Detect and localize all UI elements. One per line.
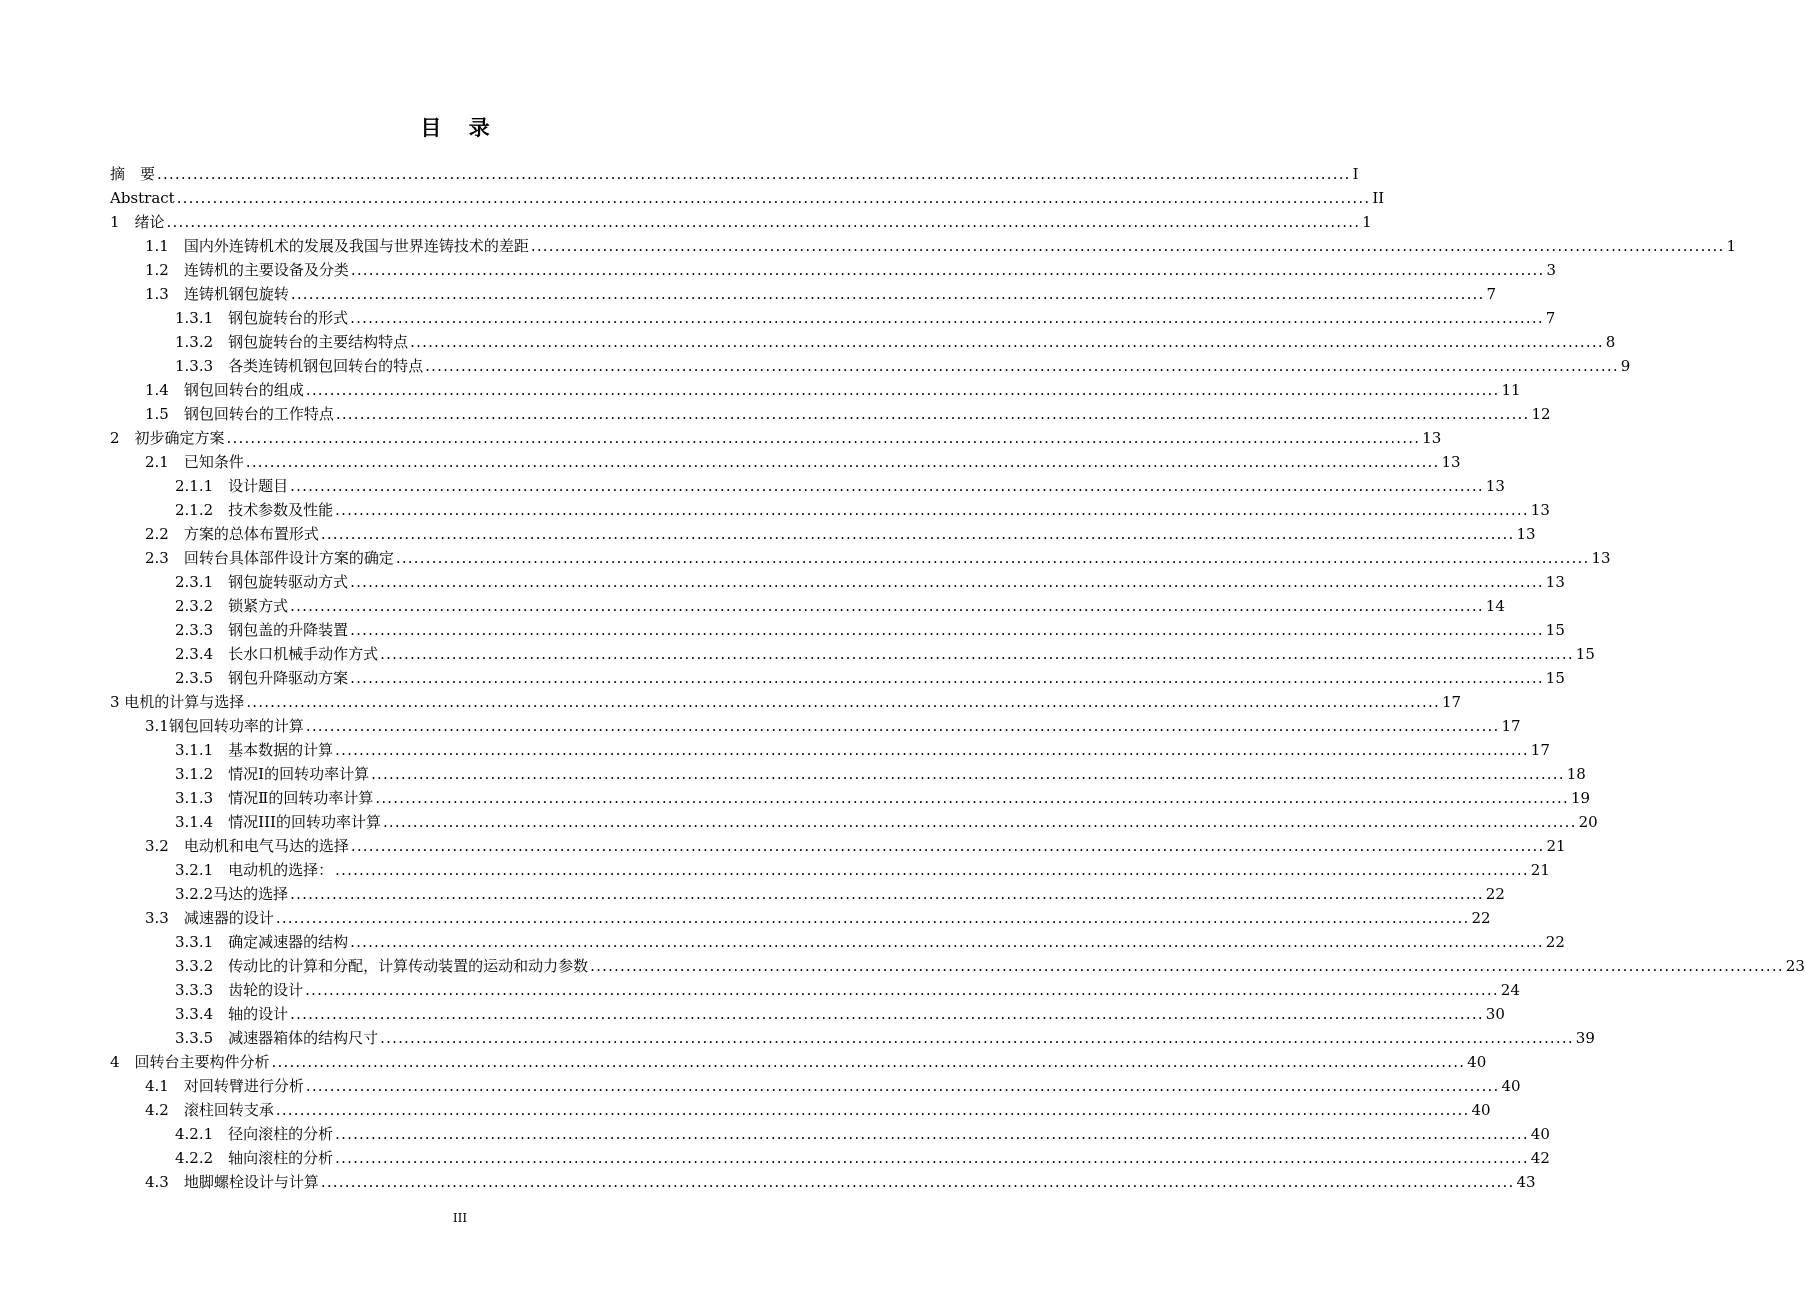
toc-entry-title: 3.3.4 轴的设计 [175, 1005, 289, 1023]
toc-entry-title: 3.2.1 电动机的选择： [175, 861, 334, 879]
toc-dot-leader: ........................................................................................................................................................................................................ [350, 621, 1544, 639]
toc-entry[interactable] [110, 210, 1372, 234]
toc-entry[interactable] [110, 954, 1805, 978]
toc-entry-page: 18 [1566, 765, 1586, 783]
toc-entry[interactable] [110, 282, 1497, 306]
toc-dot-leader: ........................................................................................................................................................................................................ [425, 357, 1619, 375]
toc-entry-page: 40 [1467, 1053, 1487, 1071]
toc-entry-page: 17 [1441, 693, 1462, 711]
toc-entry-page: 42 [1530, 1149, 1550, 1167]
toc-entry-title: 3.2 电动机和电气马达的选择 [145, 837, 349, 855]
toc-entry-page: I [1352, 165, 1359, 183]
toc-entry-title: 3.1.1 基本数据的计算 [175, 741, 334, 759]
toc-entry-title: 2.1 已知条件 [145, 453, 244, 471]
toc-entry[interactable] [110, 834, 1566, 858]
toc-entry-page: 17 [1501, 717, 1521, 735]
toc-entry-title: 2.1.1 设计题目 [175, 477, 289, 495]
toc-dot-leader: ........................................................................................................................................................................................................ [350, 573, 1544, 591]
toc-entry-title: 1.3.1 钢包旋转台的形式 [175, 309, 349, 327]
toc-entry[interactable] [110, 1050, 1487, 1074]
toc-entry-page: 13 [1485, 477, 1505, 495]
toc-entry-page: 11 [1501, 381, 1521, 399]
toc-entry-page: 20 [1578, 813, 1598, 831]
toc-entry-page: 21 [1530, 861, 1550, 879]
toc-entry-title: 2 初步确定方案 [110, 429, 225, 447]
toc-dot-leader: ........................................................................................................................................................................................................ [382, 813, 1577, 831]
toc-dot-leader: ........................................................................................................................................................................................................ [305, 717, 1500, 735]
toc-dot-leader: ........................................................................................................................................................................................................ [590, 957, 1784, 975]
toc-entry-page: 12 [1531, 405, 1551, 423]
toc-entry-title: 3.1钢包回转功率的计算 [145, 717, 304, 735]
toc-entry[interactable] [110, 1146, 1550, 1170]
toc-dot-leader: ........................................................................................................................................................................................................ [305, 381, 1500, 399]
toc-entry-title: 1.3.3 各类连铸机钢包回转台的特点 [175, 357, 424, 375]
toc-entry-title: 3.1.4 情况III的回转功率计算 [175, 813, 381, 831]
toc-entry-page: 13 [1530, 501, 1550, 519]
toc-entry-title: 1.5 钢包回转台的工作特点 [145, 405, 334, 423]
toc-entry[interactable] [110, 906, 1491, 930]
toc-entry[interactable] [110, 738, 1550, 762]
toc-entry[interactable] [110, 1074, 1521, 1098]
toc-entry-page: 24 [1500, 981, 1520, 999]
toc-dot-leader: ........................................................................................................................................................................................................ [275, 1101, 1470, 1119]
toc-entry-page: 17 [1530, 741, 1550, 759]
toc-entry[interactable] [110, 642, 1595, 666]
toc-dot-leader: ........................................................................................................................................................................................................ [290, 885, 1484, 903]
toc-entry[interactable] [110, 330, 1616, 354]
toc-entry-title: 1.3 连铸机钢包旋转 [145, 285, 289, 303]
toc-entry[interactable] [110, 1026, 1595, 1050]
toc-entry[interactable] [110, 930, 1565, 954]
toc-entry-title: 摘 要 [110, 165, 156, 183]
toc-dot-leader: ........................................................................................................................................................................................................ [335, 1125, 1529, 1143]
page-title: 目 录 [420, 116, 500, 140]
toc-entry-page: 8 [1605, 333, 1616, 351]
toc-dot-leader: ........................................................................................................................................................................................................ [350, 261, 1545, 279]
toc-entry[interactable] [110, 186, 1385, 210]
toc-entry-title: 2.3.1 钢包旋转驱动方式 [175, 573, 349, 591]
toc-entry-page: 7 [1545, 309, 1556, 327]
toc-dot-leader: ........................................................................................................................................................................................................ [335, 405, 1530, 423]
toc-entry-page: 40 [1471, 1101, 1491, 1119]
toc-entry-title: 1.3.2 钢包旋转台的主要结构特点 [175, 333, 409, 351]
toc-entry[interactable] [110, 378, 1521, 402]
toc-entry-page: 15 [1575, 645, 1595, 663]
toc-dot-leader: ........................................................................................................................................................................................................ [157, 165, 1351, 183]
toc-entry-page: 22 [1485, 885, 1505, 903]
toc-entry-page: 40 [1530, 1125, 1550, 1143]
toc-entry[interactable] [110, 1122, 1550, 1146]
toc-entry[interactable] [110, 858, 1550, 882]
toc-entry-title: 3.1.3 情况Ⅱ的回转功率计算 [175, 789, 374, 807]
toc-dot-leader: ........................................................................................................................................................................................................ [245, 453, 1440, 471]
table-of-contents [110, 162, 1805, 1194]
toc-dot-leader: ........................................................................................................................................................................................................ [350, 309, 1544, 327]
toc-entry-title: 2.3.3 钢包盖的升降装置 [175, 621, 349, 639]
toc-dot-leader: ........................................................................................................................................................................................................ [246, 693, 1440, 711]
toc-entry-title: 1 绪论 [110, 213, 165, 231]
toc-entry[interactable] [110, 546, 1611, 570]
toc-entry-page: 14 [1485, 597, 1505, 615]
toc-entry-title: 3.1.2 情况Ⅰ的回转功率计算 [175, 765, 370, 783]
toc-entry-title: 1.1 国内外连铸机术的发展及我国与世界连铸技术的差距 [145, 237, 529, 255]
toc-dot-leader: ........................................................................................................................................................................................................ [320, 1173, 1515, 1191]
toc-entry-title: 3 电机的计算与选择 [110, 693, 245, 711]
toc-entry[interactable] [110, 882, 1505, 906]
toc-entry-title: 3.3 减速器的设计 [145, 909, 274, 927]
toc-entry-page: 40 [1501, 1077, 1521, 1095]
toc-entry-page: 19 [1571, 789, 1591, 807]
toc-entry-title: 2.3.5 钢包升降驱动方案 [175, 669, 349, 687]
toc-entry-page: 30 [1485, 1005, 1505, 1023]
toc-entry-page: 1 [1726, 237, 1737, 255]
toc-entry[interactable] [110, 978, 1520, 1002]
toc-entry-page: 13 [1545, 573, 1565, 591]
toc-entry[interactable] [110, 522, 1536, 546]
toc-entry[interactable] [110, 258, 1557, 282]
toc-entry[interactable] [110, 474, 1505, 498]
toc-dot-leader: ........................................................................................................................................................................................................ [380, 1029, 1574, 1047]
toc-dot-leader: ........................................................................................................................................................................................................ [371, 765, 1565, 783]
toc-dot-leader: ........................................................................................................................................................................................................ [176, 189, 1371, 207]
toc-entry-title: Abstract [110, 189, 175, 207]
toc-entry-page: 15 [1545, 621, 1565, 639]
toc-entry-title: 3.3.1 确定减速器的结构 [175, 933, 349, 951]
toc-entry-title: 3.3.5 减速器箱体的结构尺寸 [175, 1029, 379, 1047]
toc-entry-title: 4.3 地脚螺栓设计与计算 [145, 1173, 319, 1191]
toc-entry[interactable] [110, 402, 1551, 426]
toc-entry-page: 1 [1362, 213, 1372, 231]
toc-entry-title: 3.2.2马达的选择 [175, 885, 289, 903]
toc-dot-leader: ........................................................................................................................................................................................................ [290, 1005, 1484, 1023]
toc-entry[interactable] [110, 810, 1598, 834]
toc-entry-title: 4.2.1 径向滚柱的分析 [175, 1125, 334, 1143]
toc-entry-title: 4 回转台主要构件分析 [110, 1053, 270, 1071]
toc-entry[interactable] [110, 234, 1737, 258]
toc-entry-page: 23 [1785, 957, 1805, 975]
toc-entry-page: 21 [1546, 837, 1566, 855]
toc-entry-title: 4.2 滚柱回转支承 [145, 1101, 274, 1119]
toc-dot-leader: ........................................................................................................................................................................................................ [380, 645, 1574, 663]
toc-dot-leader: ........................................................................................................................................................................................................ [335, 741, 1529, 759]
toc-entry-page: 13 [1422, 429, 1442, 447]
page-number: III [452, 1211, 468, 1225]
toc-entry-title: 1.4 钢包回转台的组成 [145, 381, 304, 399]
toc-entry-page: II [1372, 189, 1385, 207]
toc-entry[interactable] [110, 618, 1565, 642]
toc-entry[interactable] [110, 306, 1556, 330]
toc-entry[interactable] [110, 594, 1505, 618]
toc-dot-leader: ........................................................................................................................................................................................................ [290, 477, 1484, 495]
toc-dot-leader: ........................................................................................................................................................................................................ [290, 285, 1485, 303]
toc-entry[interactable] [110, 762, 1586, 786]
toc-dot-leader: ........................................................................................................................................................................................................ [305, 981, 1499, 999]
toc-entry-title: 3.3.3 齿轮的设计 [175, 981, 304, 999]
toc-entry-page: 39 [1575, 1029, 1595, 1047]
toc-entry-title: 2.3.4 长水口机械手动作方式 [175, 645, 379, 663]
toc-entry-page: 22 [1545, 933, 1565, 951]
toc-dot-leader: ........................................................................................................................................................................................................ [350, 837, 1545, 855]
toc-dot-leader: ........................................................................................................................................................................................................ [375, 789, 1569, 807]
toc-entry-page: 7 [1486, 285, 1497, 303]
toc-dot-leader: ........................................................................................................................................................................................................ [335, 1149, 1529, 1167]
toc-entry-title: 4.1 对回转臂进行分析 [145, 1077, 304, 1095]
toc-entry[interactable] [110, 450, 1461, 474]
toc-dot-leader: ........................................................................................................................................................................................................ [271, 1053, 1466, 1071]
toc-entry[interactable] [110, 162, 1359, 186]
toc-entry[interactable] [110, 690, 1462, 714]
toc-entry-title: 1.2 连铸机的主要设备及分类 [145, 261, 349, 279]
toc-entry[interactable] [110, 1002, 1505, 1026]
toc-entry-page: 22 [1471, 909, 1491, 927]
toc-dot-leader: ........................................................................................................................................................................................................ [335, 861, 1529, 879]
toc-dot-leader: ........................................................................................................................................................................................................ [395, 549, 1590, 567]
toc-entry[interactable] [110, 666, 1565, 690]
toc-dot-leader: ........................................................................................................................................................................................................ [166, 213, 1361, 231]
toc-dot-leader: ........................................................................................................................................................................................................ [275, 909, 1470, 927]
toc-entry-page: 43 [1516, 1173, 1536, 1191]
toc-entry-title: 2.3 回转台具体部件设计方案的确定 [145, 549, 394, 567]
toc-entry-page: 13 [1516, 525, 1536, 543]
toc-entry[interactable] [110, 354, 1631, 378]
toc-dot-leader: ........................................................................................................................................................................................................ [226, 429, 1421, 447]
toc-dot-leader: ........................................................................................................................................................................................................ [290, 597, 1484, 615]
toc-entry[interactable] [110, 714, 1521, 738]
toc-entry-page: 3 [1546, 261, 1557, 279]
toc-entry[interactable] [110, 498, 1550, 522]
toc-dot-leader: ........................................................................................................................................................................................................ [320, 525, 1515, 543]
toc-dot-leader: ........................................................................................................................................................................................................ [350, 669, 1544, 687]
toc-entry-page: 9 [1620, 357, 1631, 375]
toc-entry[interactable] [110, 570, 1565, 594]
toc-entry[interactable] [110, 1170, 1536, 1194]
toc-entry-title: 2.2 方案的总体布置形式 [145, 525, 319, 543]
toc-entry-title: 4.2.2 轴向滚柱的分析 [175, 1149, 334, 1167]
toc-dot-leader: ........................................................................................................................................................................................................ [350, 933, 1544, 951]
toc-dot-leader: ........................................................................................................................................................................................................ [305, 1077, 1500, 1095]
toc-entry[interactable] [110, 786, 1591, 810]
toc-entry-page: 13 [1441, 453, 1461, 471]
toc-entry-page: 13 [1591, 549, 1611, 567]
toc-entry-title: 2.1.2 技术参数及性能 [175, 501, 334, 519]
toc-dot-leader: ........................................................................................................................................................................................................ [530, 237, 1725, 255]
toc-entry-title: 3.3.2 传动比的计算和分配，计算传动装置的运动和动力参数 [175, 957, 589, 975]
toc-dot-leader: ........................................................................................................................................................................................................ [410, 333, 1604, 351]
toc-entry[interactable] [110, 426, 1442, 450]
toc-entry[interactable] [110, 1098, 1491, 1122]
toc-entry-title: 2.3.2 锁紧方式 [175, 597, 289, 615]
toc-entry-page: 15 [1545, 669, 1565, 687]
toc-dot-leader: ........................................................................................................................................................................................................ [335, 501, 1529, 519]
